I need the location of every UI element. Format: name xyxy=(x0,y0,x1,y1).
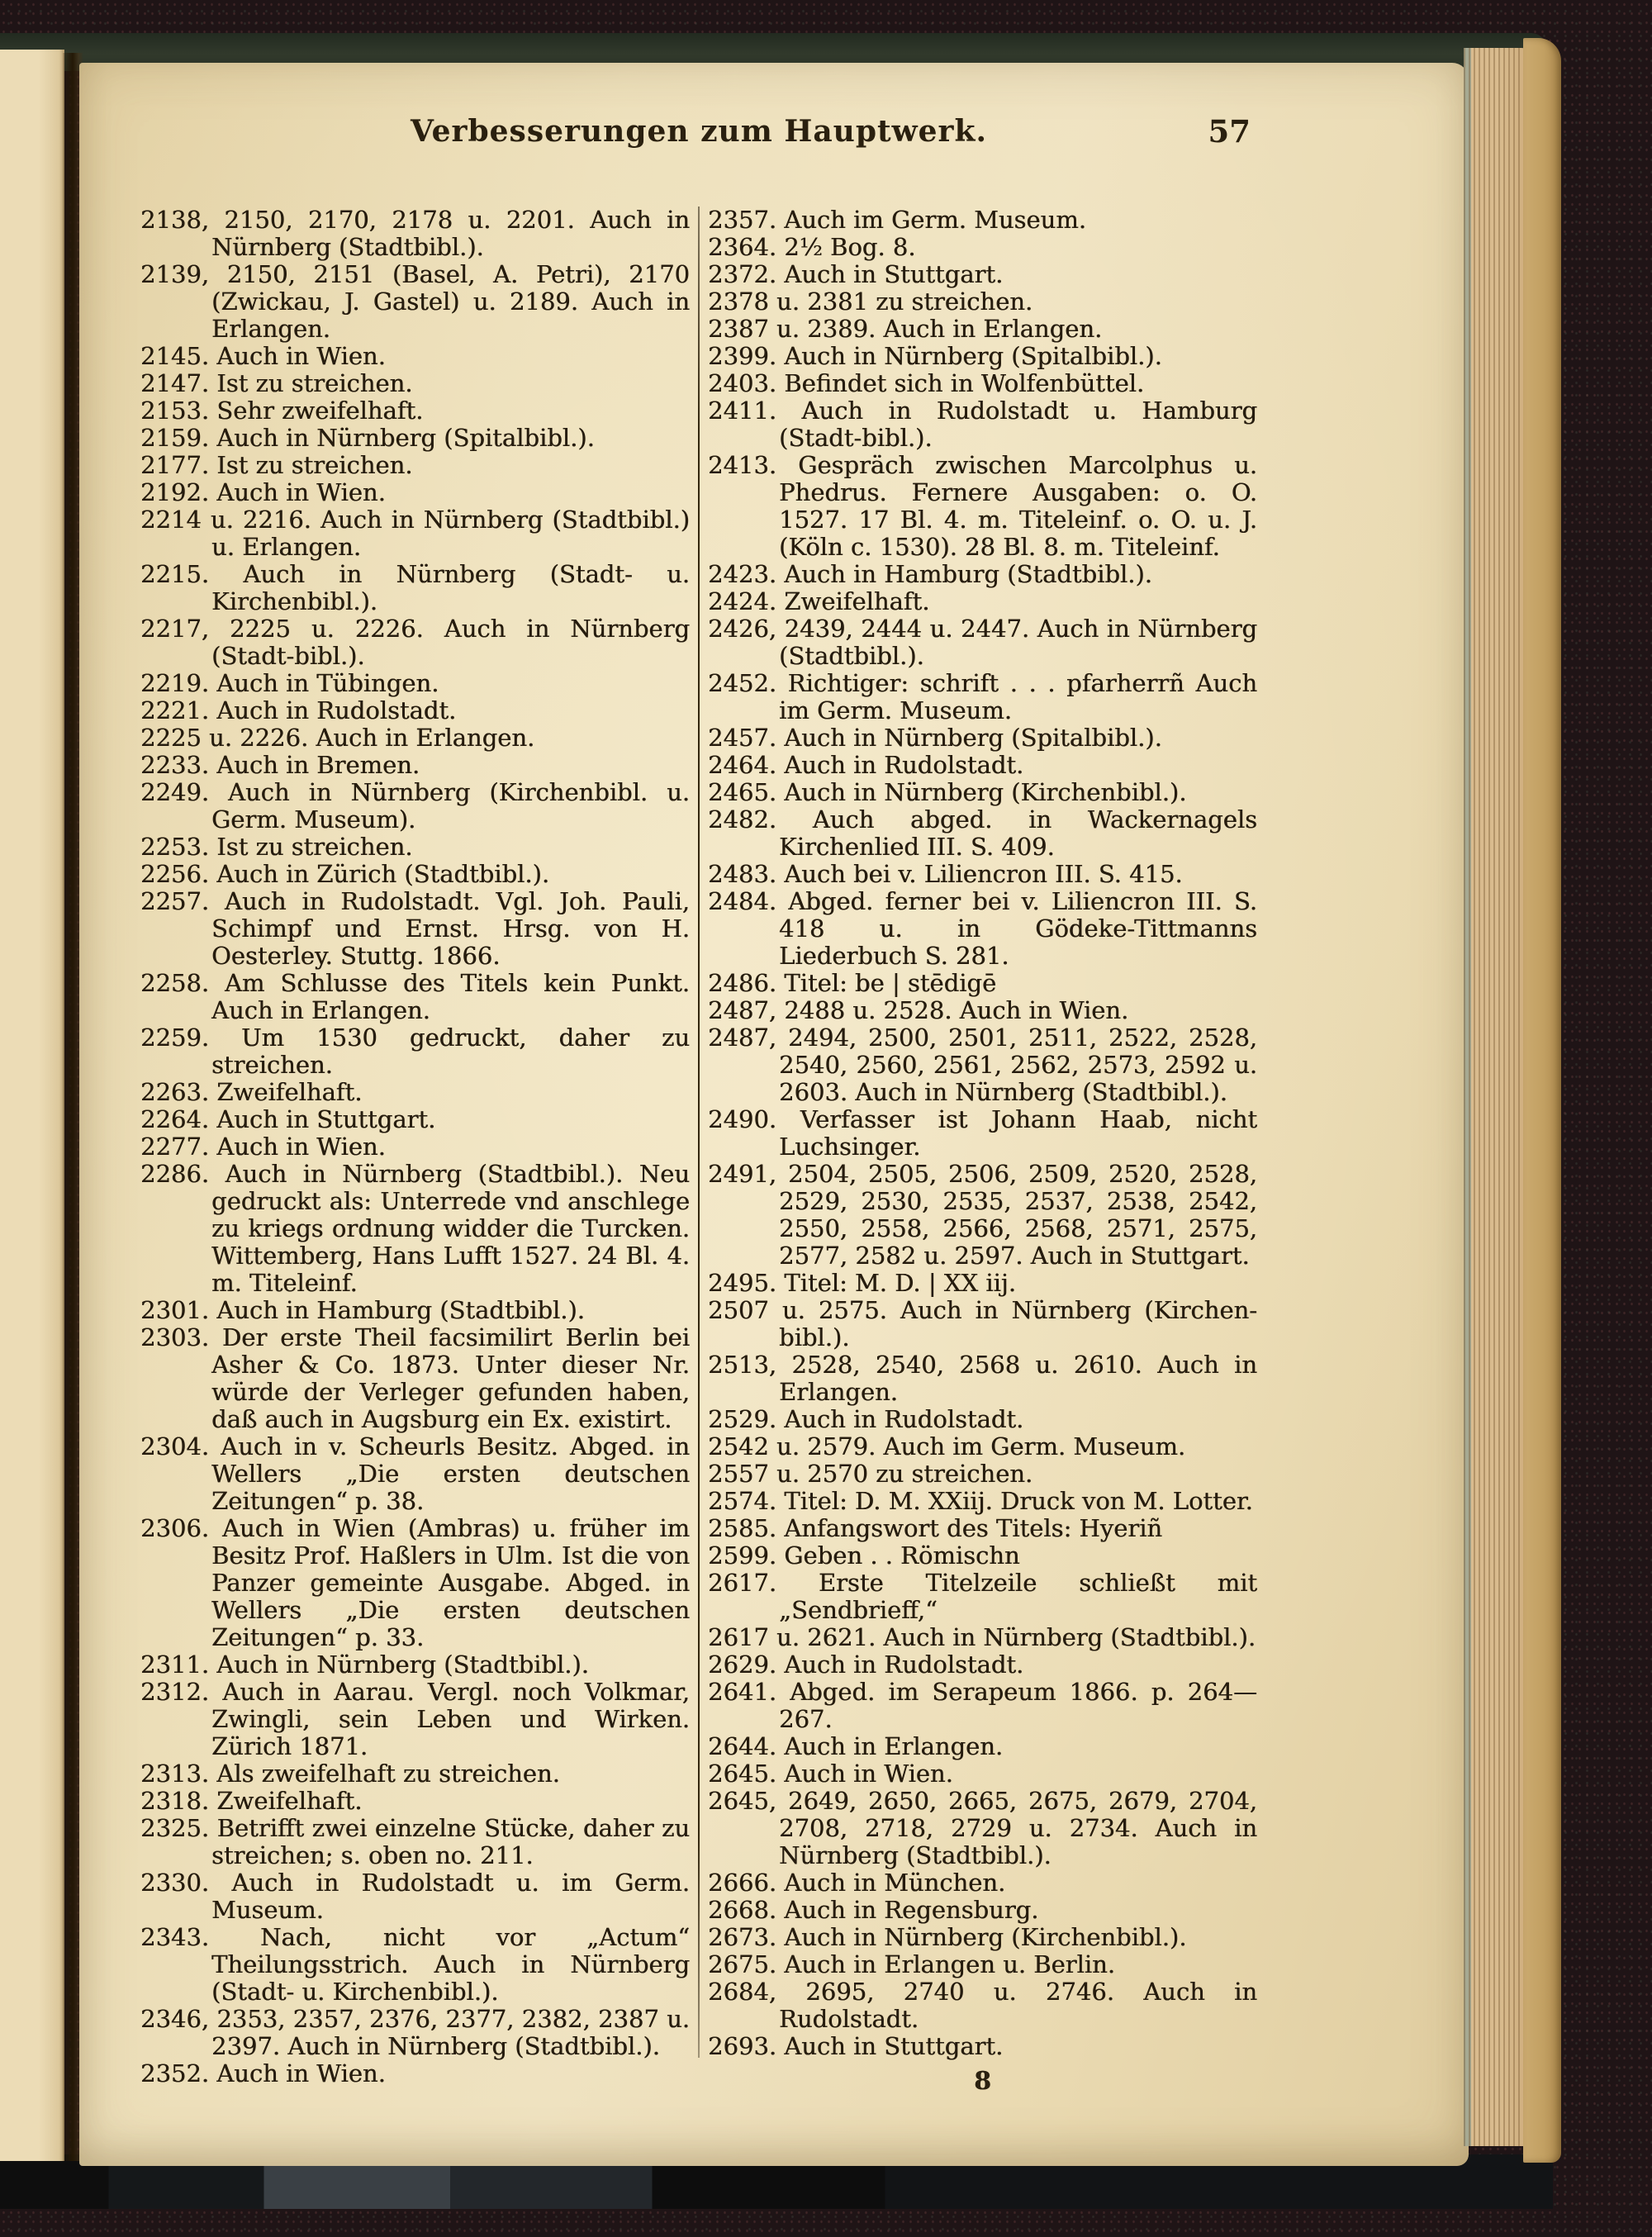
entry: 2263. Zweifelhaft. xyxy=(140,1078,363,1106)
entry: 2666. Auch in München. xyxy=(708,1869,1006,1897)
entry: 2346, 2353, 2357, 2376, 2377, 2382, 2387 u. 2397. Auch in Nürnberg (Stadtbibl.). xyxy=(140,2005,690,2060)
entry: 2629. Auch in Rudolstadt. xyxy=(708,1650,1024,1679)
entry: 2641. Abged. im Serapeum 1866. p. 264—267. xyxy=(708,1678,1257,1733)
entry: 2413. Gespräch zwischen Marcolphus u. Phedrus. Fernere Ausgaben: o. O. 1527. 17 Bl. 4. m. Titeleinf. o. O. u. J. (Köln c. 1530). 28 Bl. 8. m. Titeleinf. xyxy=(708,451,1257,561)
entry: 2387 u. 2389. Auch in Erlangen. xyxy=(708,315,1103,343)
text-columns xyxy=(140,207,1257,2096)
entry: 2557 u. 2570 zu streichen. xyxy=(708,1460,1033,1488)
entry: 2483. Auch bei v. Liliencron III. S. 415. xyxy=(708,860,1183,888)
entry: 2403. Befindet sich in Wolfenbüttel. xyxy=(708,369,1145,397)
entry: 2306. Auch in Wien (Ambras) u. früher im Besitz Prof. Haßlers in Ulm. Ist die von Panzer gemeinte Ausgabe. Abged. in Wellers „Die ersten deutschen Zeitungen“ p. 33. xyxy=(140,1514,690,1651)
entry: 2491, 2504, 2505, 2506, 2509, 2520, 2528, 2529, 2530, 2535, 2537, 2538, 2542, 2550, 2558, 2566, 2568, 2571, 2575, 2577, 2582 u. 2597. Auch in Stuttgart. xyxy=(708,1160,1257,1270)
column-left xyxy=(140,207,690,2096)
entry: 2486. Titel: be | stēdigē xyxy=(708,969,997,997)
column-divider-rule xyxy=(698,207,700,2058)
entry: 2372. Auch in Stuttgart. xyxy=(708,260,1004,288)
entry: 2617. Erste Titelzeile schließt mit „Sendbrieff,“ xyxy=(708,1569,1257,1624)
entry: 2644. Auch in Erlangen. xyxy=(708,1732,1004,1760)
entry: 2138, 2150, 2170, 2178 u. 2201. Auch in Nürnberg (Stadtbibl.). xyxy=(140,206,690,261)
entry: 2482. Auch abged. in Wackernagels Kirchenlied III. S. 409. xyxy=(708,805,1257,861)
entry: 2513, 2528, 2540, 2568 u. 2610. Auch in Erlangen. xyxy=(708,1351,1257,1406)
entry: 2423. Auch in Hamburg (Stadtbibl.). xyxy=(708,560,1152,588)
page-content xyxy=(140,114,1257,2096)
entry: 2399. Auch in Nürnberg (Spitalbibl.). xyxy=(708,342,1162,370)
entry: 2311. Auch in Nürnberg (Stadtbibl.). xyxy=(140,1650,589,1679)
entry: 2617 u. 2621. Auch in Nürnberg (Stadtbibl.). xyxy=(708,1623,1256,1651)
column-left-entries xyxy=(140,207,690,2087)
entry: 2192. Auch in Wien. xyxy=(140,478,386,506)
entry: 2177. Ist zu streichen. xyxy=(140,451,413,479)
facing-page-edge xyxy=(0,50,64,2161)
entry: 2249. Auch in Nürnberg (Kirchenbibl. u. Germ. Museum). xyxy=(140,778,690,834)
entry: 2684, 2695, 2740 u. 2746. Auch in Rudolstadt. xyxy=(708,1978,1257,2033)
entry: 2145. Auch in Wien. xyxy=(140,342,386,370)
entry: 2693. Auch in Stuttgart. xyxy=(708,2032,1004,2060)
entry: 2318. Zweifelhaft. xyxy=(140,1787,363,1815)
entry: 2424. Zweifelhaft. xyxy=(708,587,930,615)
entry: 2464. Auch in Rudolstadt. xyxy=(708,751,1024,779)
entry: 2484. Abged. ferner bei v. Liliencron III. S. 418 u. in Gödeke-Tittmanns Liederbuch S. 281. xyxy=(708,887,1257,970)
entry: 2153. Sehr zweifelhaft. xyxy=(140,397,424,425)
entry: 2495. Titel: M. D. | XX iij. xyxy=(708,1269,1016,1297)
entry: 2599. Geben . . Römischn xyxy=(708,1541,1020,1570)
entry: 2668. Auch in Regensburg. xyxy=(708,1896,1039,1924)
entry: 2215. Auch in Nürnberg (Stadt- u. Kirchenbibl.). xyxy=(140,560,690,615)
page xyxy=(79,63,1469,2166)
entry: 2645, 2649, 2650, 2665, 2675, 2679, 2704, 2708, 2718, 2729 u. 2734. Auch in Nürnberg (Stadtbibl.). xyxy=(708,1787,1257,1869)
entry: 2264. Auch in Stuttgart. xyxy=(140,1105,436,1133)
entry: 2490. Verfasser ist Johann Haab, nicht Luchsinger. xyxy=(708,1105,1257,1161)
entry: 2219. Auch in Tübingen. xyxy=(140,669,439,697)
entry: 2256. Auch in Zürich (Stadtbibl.). xyxy=(140,860,550,888)
entry: 2364. 2½ Bog. 8. xyxy=(708,233,916,261)
entry: 2303. Der erste Theil facsimilirt Berlin bei Asher & Co. 1873. Unter dieser Nr. würde der Verleger gefunden haben, daß auch in Augsburg ein Ex. existirt. xyxy=(140,1323,690,1433)
entry: 2645. Auch in Wien. xyxy=(708,1760,953,1788)
cover-board-edge xyxy=(1523,38,1561,2163)
entry: 2542 u. 2579. Auch im Germ. Museum. xyxy=(708,1432,1186,1460)
entry: 2411. Auch in Rudolstadt u. Hamburg (Stadt-bibl.). xyxy=(708,397,1257,452)
entry: 2304. Auch in v. Scheurls Besitz. Abged. in Wellers „Die ersten deutschen Zeitungen“ p. 38. xyxy=(140,1432,690,1515)
entry: 2139, 2150, 2151 (Basel, A. Petri), 2170 (Zwickau, J. Gastel) u. 2189. Auch in Erlangen. xyxy=(140,260,690,343)
entry: 2574. Titel: D. M. XXiij. Druck von M. Lotter. xyxy=(708,1487,1253,1515)
entry: 2487, 2488 u. 2528. Auch in Wien. xyxy=(708,996,1129,1024)
entry: 2457. Auch in Nürnberg (Spitalbibl.). xyxy=(708,724,1162,752)
signature-mark: 8 xyxy=(974,2067,991,2096)
entry: 2259. Um 1530 gedruckt, daher zu streichen. xyxy=(140,1024,690,1079)
entry: 2507 u. 2575. Auch in Nürnberg (Kirchen-bibl.). xyxy=(708,1296,1257,1351)
entry: 2313. Als zweifelhaft zu streichen. xyxy=(140,1760,560,1788)
entry: 2258. Am Schlusse des Titels kein Punkt. Auch in Erlangen. xyxy=(140,969,690,1024)
entry: 2529. Auch in Rudolstadt. xyxy=(708,1405,1024,1433)
entry: 2352. Auch in Wien. xyxy=(140,2059,386,2087)
entry: 2233. Auch in Bremen. xyxy=(140,751,420,779)
entry: 2357. Auch im Germ. Museum. xyxy=(708,206,1086,234)
entry: 2673. Auch in Nürnberg (Kirchenbibl.). xyxy=(708,1923,1187,1951)
entry: 2325. Betrifft zwei einzelne Stücke, daher zu streichen; s. oben no. 211. xyxy=(140,1814,690,1869)
column-right-entries xyxy=(708,207,1257,2060)
entry: 2253. Ist zu streichen. xyxy=(140,833,413,861)
entry: 2147. Ist zu streichen. xyxy=(140,369,413,397)
page-header xyxy=(140,114,1257,149)
entry: 2221. Auch in Rudolstadt. xyxy=(140,696,457,724)
entry: 2301. Auch in Hamburg (Stadtbibl.). xyxy=(140,1296,585,1324)
entry: 2452. Richtiger: schrift . . . pfarherrñ Auch im Germ. Museum. xyxy=(708,669,1257,724)
entry: 2214 u. 2216. Auch in Nürnberg (Stadtbibl.) u. Erlangen. xyxy=(140,506,690,561)
entry: 2277. Auch in Wien. xyxy=(140,1133,386,1161)
column-right xyxy=(708,207,1257,2096)
entry: 2286. Auch in Nürnberg (Stadtbibl.). Neu gedruckt als: Unterrede vnd anschlege zu kriegs ordnung widder die Turcken. Wittemberg, Hans Lufft 1527. 24 Bl. 4. m. Titeleinf. xyxy=(140,1160,690,1297)
entry: 2378 u. 2381 zu streichen. xyxy=(708,287,1033,316)
entry: 2585. Anfangswort des Titels: Hyeriñ xyxy=(708,1514,1163,1542)
entry: 2312. Auch in Aarau. Vergl. noch Volkmar, Zwingli, sein Leben und Wirken. Zürich 1871. xyxy=(140,1678,690,1760)
entry: 2675. Auch in Erlangen u. Berlin. xyxy=(708,1950,1115,1978)
entry: 2330. Auch in Rudolstadt u. im Germ. Museum. xyxy=(140,1869,690,1924)
entry: 2159. Auch in Nürnberg (Spitalbibl.). xyxy=(140,424,595,452)
entry: 2257. Auch in Rudolstadt. Vgl. Joh. Pauli, Schimpf und Ernst. Hrsg. von H. Oesterley. Stuttg. 1866. xyxy=(140,887,690,970)
page-title: Verbesserungen zum Hauptwerk. xyxy=(410,114,987,149)
entry: 2465. Auch in Nürnberg (Kirchenbibl.). xyxy=(708,778,1187,806)
entry: 2225 u. 2226. Auch in Erlangen. xyxy=(140,724,535,752)
page-number: 57 xyxy=(1208,113,1251,150)
page-block-fore-edge xyxy=(1464,48,1528,2146)
entry: 2487, 2494, 2500, 2501, 2511, 2522, 2528, 2540, 2560, 2561, 2562, 2573, 2592 u. 2603. Auch in Nürnberg (Stadtbibl.). xyxy=(708,1024,1257,1106)
entry: 2426, 2439, 2444 u. 2447. Auch in Nürnberg (Stadtbibl.). xyxy=(708,615,1257,670)
entry: 2343. Nach, nicht vor „Actum“ Theilungsstrich. Auch in Nürnberg (Stadt- u. Kirchenbibl.). xyxy=(140,1923,690,2006)
entry: 2217, 2225 u. 2226. Auch in Nürnberg (Stadt-bibl.). xyxy=(140,615,690,670)
